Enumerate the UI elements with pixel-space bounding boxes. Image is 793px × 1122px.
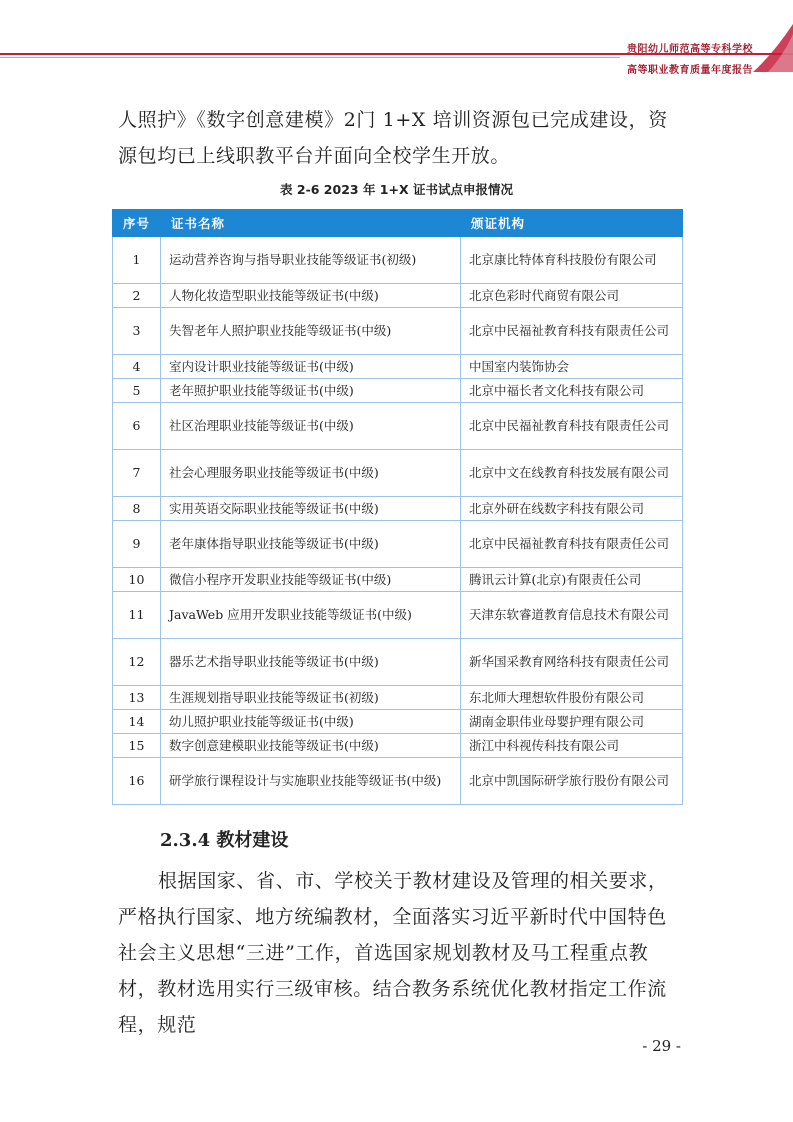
intro-paragraph: 人照护》《数字创意建模》2门 1+X 培训资源包已完成建设，资源包均已上线职教平台并面向全校学生开放。 bbox=[118, 109, 668, 167]
cell-org: 天津东软睿道教育信息技术有限公司 bbox=[461, 592, 683, 639]
cell-org: 北京中福长者文化科技有限公司 bbox=[461, 379, 683, 403]
table-row bbox=[113, 521, 683, 568]
cell-no: 7 bbox=[113, 450, 161, 497]
cell-org: 湖南金职伟业母婴护理有限公司 bbox=[461, 710, 683, 734]
page-number: - 29 - bbox=[642, 1037, 681, 1055]
cell-no: 4 bbox=[113, 355, 161, 379]
cell-name: 微信小程序开发职业技能等级证书(中级) bbox=[161, 568, 461, 592]
table-row bbox=[113, 758, 683, 805]
cell-name: 社区治理职业技能等级证书(中级) bbox=[161, 403, 461, 450]
header-name: 证书名称 bbox=[161, 210, 461, 237]
cell-org: 北京中凯国际研学旅行股份有限公司 bbox=[461, 758, 683, 805]
cell-no: 10 bbox=[113, 568, 161, 592]
cell-org: 北京康比特体育科技股份有限公司 bbox=[461, 237, 683, 284]
cell-no: 6 bbox=[113, 403, 161, 450]
cell-name: 幼儿照护职业技能等级证书(中级) bbox=[161, 710, 461, 734]
header-no: 序号 bbox=[113, 210, 161, 237]
table-row bbox=[113, 497, 683, 521]
table-header-row bbox=[113, 210, 683, 237]
cell-org: 北京外研在线数字科技有限公司 bbox=[461, 497, 683, 521]
table-row bbox=[113, 403, 683, 450]
cell-name: JavaWeb 应用开发职业技能等级证书(中级) bbox=[161, 592, 461, 639]
table-caption: 表 2-6 2023 年 1+X 证书试点申报情况 bbox=[280, 182, 513, 197]
cell-no: 15 bbox=[113, 734, 161, 758]
cell-name: 实用英语交际职业技能等级证书(中级) bbox=[161, 497, 461, 521]
table-body bbox=[113, 237, 683, 805]
cell-org: 北京中民福祉教育科技有限责任公司 bbox=[461, 308, 683, 355]
cell-no: 13 bbox=[113, 686, 161, 710]
cell-org: 中国室内装饰协会 bbox=[461, 355, 683, 379]
table-row bbox=[113, 237, 683, 284]
cell-no: 14 bbox=[113, 710, 161, 734]
cell-name: 社会心理服务职业技能等级证书(中级) bbox=[161, 450, 461, 497]
cell-name: 老年照护职业技能等级证书(中级) bbox=[161, 379, 461, 403]
header-report-title: 高等职业教育质量年度报告 bbox=[627, 65, 753, 76]
cell-org: 浙江中科视传科技有限公司 bbox=[461, 734, 683, 758]
table-row bbox=[113, 592, 683, 639]
cell-name: 器乐艺术指导职业技能等级证书(中级) bbox=[161, 639, 461, 686]
header-rule-thin bbox=[0, 57, 620, 58]
cell-name: 运动营养咨询与指导职业技能等级证书(初级) bbox=[161, 237, 461, 284]
cell-org: 北京色彩时代商贸有限公司 bbox=[461, 284, 683, 308]
table-row bbox=[113, 284, 683, 308]
cell-no: 3 bbox=[113, 308, 161, 355]
cell-name: 研学旅行课程设计与实施职业技能等级证书(中级) bbox=[161, 758, 461, 805]
cell-org: 腾讯云计算(北京)有限责任公司 bbox=[461, 568, 683, 592]
table-row bbox=[113, 355, 683, 379]
cell-no: 2 bbox=[113, 284, 161, 308]
cell-org: 北京中文在线教育科技发展有限公司 bbox=[461, 450, 683, 497]
cell-org: 东北师大理想软件股份有限公司 bbox=[461, 686, 683, 710]
certificate-table bbox=[112, 209, 683, 805]
cell-name: 失智老年人照护职业技能等级证书(中级) bbox=[161, 308, 461, 355]
cell-org: 北京中民福祉教育科技有限责任公司 bbox=[461, 521, 683, 568]
cell-name: 室内设计职业技能等级证书(中级) bbox=[161, 355, 461, 379]
cell-no: 16 bbox=[113, 758, 161, 805]
cell-name: 老年康体指导职业技能等级证书(中级) bbox=[161, 521, 461, 568]
cell-no: 12 bbox=[113, 639, 161, 686]
section-paragraph: 根据国家、省、市、学校关于教材建设及管理的相关要求，严格执行国家、地方统编教材，全面落实习近平新时代中国特色社会主义思想“三进”工作，首选国家规划教材及马工程重点教材，教材选用实行三级审核。结合教务系统优化教材指定工作流程，规范 bbox=[118, 870, 668, 1036]
table-row bbox=[113, 710, 683, 734]
cell-org: 新华国采教育网络科技有限责任公司 bbox=[461, 639, 683, 686]
cell-no: 8 bbox=[113, 497, 161, 521]
cell-name: 人物化妆造型职业技能等级证书(中级) bbox=[161, 284, 461, 308]
header-school-name: 贵阳幼儿师范高等专科学校 bbox=[627, 44, 753, 55]
table-row bbox=[113, 639, 683, 686]
cell-name: 数字创意建模职业技能等级证书(中级) bbox=[161, 734, 461, 758]
table-row bbox=[113, 379, 683, 403]
cell-no: 11 bbox=[113, 592, 161, 639]
cell-no: 9 bbox=[113, 521, 161, 568]
cell-name: 生涯规划指导职业技能等级证书(初级) bbox=[161, 686, 461, 710]
header-org: 颁证机构 bbox=[461, 210, 683, 237]
table-row bbox=[113, 450, 683, 497]
cell-org: 北京中民福祉教育科技有限责任公司 bbox=[461, 403, 683, 450]
section-title: 2.3.4 教材建设 bbox=[160, 830, 289, 851]
table-row bbox=[113, 734, 683, 758]
table-row bbox=[113, 568, 683, 592]
cell-no: 5 bbox=[113, 379, 161, 403]
table-row bbox=[113, 308, 683, 355]
table-row bbox=[113, 686, 683, 710]
cell-no: 1 bbox=[113, 237, 161, 284]
